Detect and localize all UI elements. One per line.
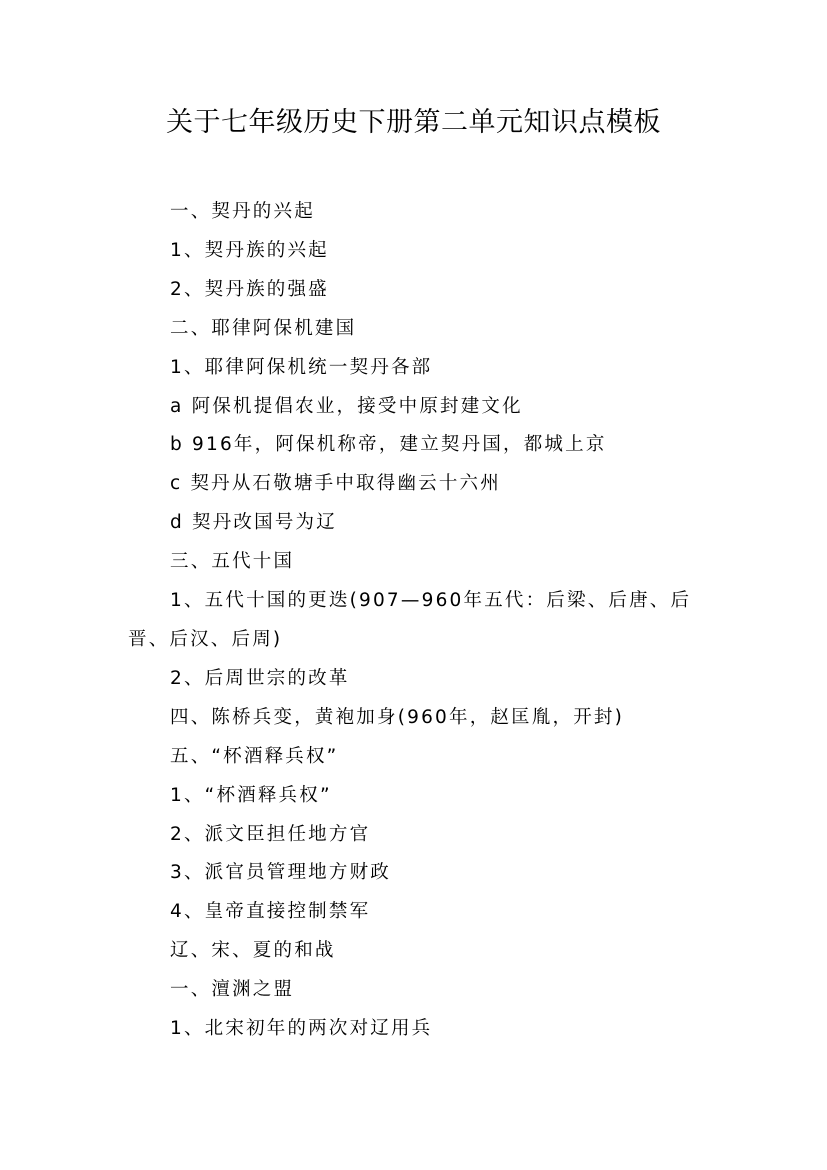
paragraph: 2、契丹族的强盛 [170,278,329,300]
paragraph: 1、契丹族的兴起 [170,239,329,261]
paragraph: 1、五代十国的更迭(907—960年五代：后梁、后唐、后晋、后汉、后周) [128,590,692,650]
paragraph: c 契丹从石敬塘手中取得幽云十六州 [170,473,501,495]
paragraph: 2、后周世宗的改革 [170,667,350,689]
paragraph: 4、皇帝直接控制禁军 [170,901,371,923]
paragraph: 1、“杯酒释兵权” [170,784,332,806]
paragraph: 3、派官员管理地方财政 [170,862,391,884]
paragraph: 1、耶律阿保机统一契丹各部 [170,356,433,378]
paragraph: b 916年，阿保机称帝，建立契丹国，都城上京 [170,434,607,456]
paragraph: 二、耶律阿保机建国 [170,317,357,339]
paragraph: 三、五代十国 [170,551,295,573]
paragraph: 1、北宋初年的两次对辽用兵 [170,1018,433,1040]
document-title: 关于七年级历史下册第二单元知识点模板 [166,107,661,138]
paragraph: 五、“杯酒释兵权” [170,745,339,767]
paragraph: d 契丹改国号为辽 [170,512,337,534]
paragraph: 辽、宋、夏的和战 [170,940,336,962]
paragraph: 四、陈桥兵变，黄袍加身(960年，赵匡胤，开封) [170,706,625,728]
paragraph: 一、契丹的兴起 [170,201,315,222]
document-body [128,193,706,1049]
paragraph: 一、澶渊之盟 [170,979,295,1001]
paragraph: 2、派文臣担任地方官 [170,823,371,845]
paragraph: a 阿保机提倡农业，接受中原封建文化 [170,395,523,417]
